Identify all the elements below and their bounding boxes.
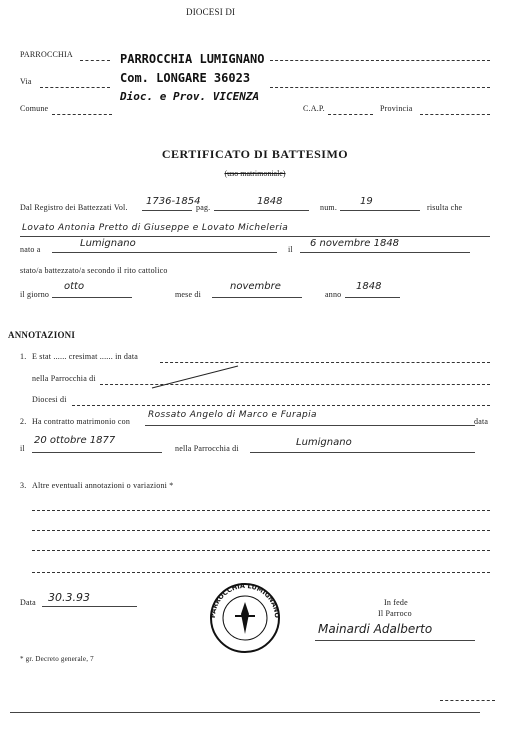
marriage-date-line [32,452,162,453]
stamp-line-2: Com. LONGARE 36023 [120,71,251,85]
comune-line [52,114,112,115]
baptism-day: otto [64,281,85,292]
day-line [52,297,132,298]
marriage-parish: Lumignano [296,437,352,448]
item3-rule-3 [32,550,490,551]
item1-line3-rule [72,405,490,406]
item1-line1: E stat ...... cresimat ...... in data [32,352,139,361]
via-line [40,87,110,88]
item3-number: 3. [20,481,27,490]
volume-line [142,210,192,211]
baptized-names: Lovato Antonia Pretto di Giuseppe e Lovato Micheleria [22,223,289,233]
month-line [212,297,302,298]
item2-line1: Ha contratto matrimonio con [32,417,131,426]
year-label: anno [325,290,342,299]
annotations-heading: ANNOTAZIONI [8,330,76,340]
baptism-year: 1848 [356,281,382,292]
parrocchia-line [80,60,110,61]
marriage-parish-line [250,452,475,453]
num-line [340,210,420,211]
stamp-line-1: PARROCCHIA LUMIGNANO [120,52,265,66]
spouse-name: Rossato Angelo di Marco e Furapia [148,410,317,420]
item1-line3: Diocesi di [32,395,67,404]
parish-seal [204,582,286,654]
marriage-date: 20 ottobre 1877 [34,435,116,446]
birthplace-line [52,252,277,253]
registry-num: 19 [360,196,373,207]
svg-text:PARROCCHIA LUMIGNANO: PARROCCHIA LUMIGNANO [208,582,282,619]
date-line [42,606,137,607]
diocese-header: DIOCESI DI [186,7,236,17]
item1-line1-rule [160,362,490,363]
born-label: nato a [20,245,41,254]
baptism-month: novembre [230,281,281,292]
provincia-label: Provincia [380,104,413,113]
il-label: il [288,245,293,254]
spouse-line [145,425,475,426]
via-line-2 [270,87,490,88]
item2-il-label: il [20,444,25,453]
birth-date-line [300,252,470,253]
registry-page: 1848 [257,196,283,207]
registry-volume: 1736-1854 [146,196,201,207]
stamp-line-3: Dioc. e Prov. VICENZA [120,90,260,103]
item1-line2: nella Parrocchia di [32,374,96,383]
provincia-line [420,114,490,115]
cap-label: C.A.P. [303,104,325,113]
birth-date: 6 novembre 1848 [310,238,400,249]
certificate-title: CERTIFICATO DI BATTESIMO [161,147,349,161]
signature: Mainardi Adalberto [318,622,433,636]
birthplace: Lumignano [80,238,136,249]
signature-line [315,640,475,641]
strike-through-mark [150,364,240,390]
date-label: Data [20,598,36,607]
item2-parish-label: nella Parrocchia di [175,444,239,453]
item3-rule-4 [32,572,490,573]
registry-suffix: risulta che [427,203,463,212]
day-label: il giorno [20,290,50,299]
registry-prefix: Dal Registro dei Battezzati Vol. [20,203,128,212]
certificate-subtitle: (uso matrimoniale) [224,169,286,178]
faith-line-2: Il Parroco [378,609,412,618]
item1-number: 1. [20,352,27,361]
footnote: * gr. Decreto generale, 7 [20,655,94,663]
month-label: mese di [175,290,202,299]
item2-number: 2. [20,417,27,426]
faith-line-1: In fede [384,598,408,607]
comune-label: Comune [20,104,49,113]
parrocchia-label: PARROCCHIA [20,50,73,59]
names-line [20,236,490,237]
bottom-right-mark [440,700,495,701]
item2-data-label: data [474,417,489,426]
item3-text: Altre eventuali annotazioni o variazioni * [32,481,174,490]
parrocchia-line-2 [270,60,490,61]
bottom-rule [10,712,480,713]
baptized-text: stato/a battezzato/a secondo il rito cattolico [20,266,168,275]
date-value: 30.3.93 [48,591,90,604]
item3-rule-1 [32,510,490,511]
page-label: pag. [196,203,211,212]
page-line [214,210,309,211]
via-label: Via [20,77,32,86]
year-line [345,297,400,298]
item3-rule-2 [32,530,490,531]
cap-line [328,114,373,115]
num-label: num. [320,203,338,212]
